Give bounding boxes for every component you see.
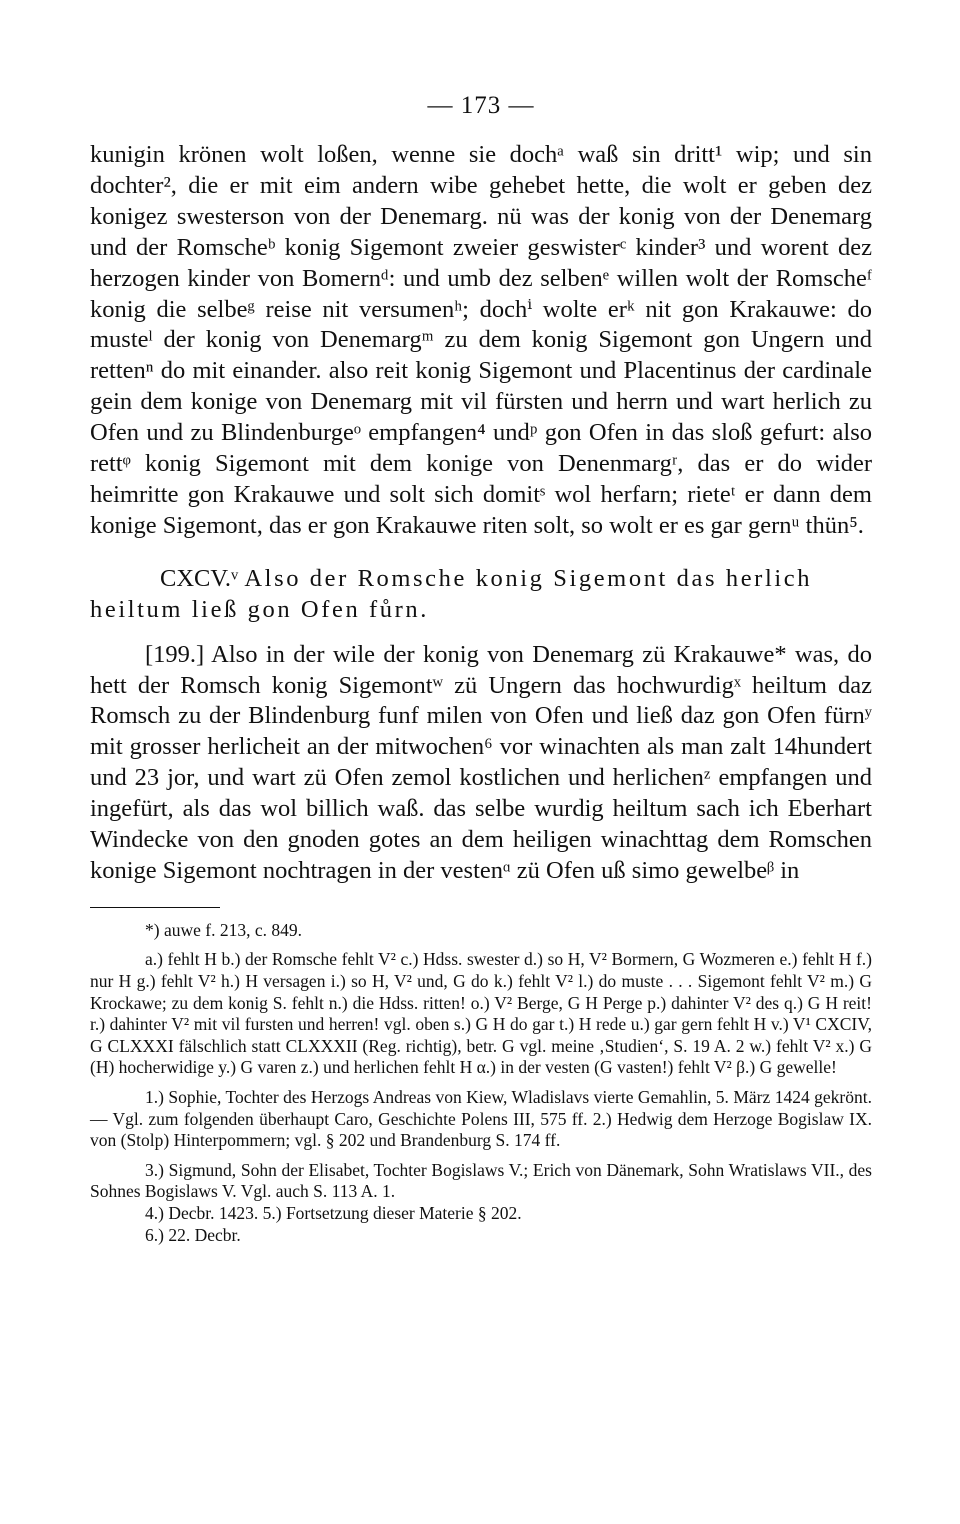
paragraph-continued: kunigin krönen wolt loßen, wenne sie dochᵃ waß sin dritt¹ wip; und sin dochter², die er mit eim andern wibe gehebet hette, die wolt er geben dez konigez swesterson von der Denemarg. nü was der konig von der Denemarg und der Romscheᵇ konig Sigemont zweier geswisterᶜ kinder³ und worent dez herzogen kinder von Bomernᵈ: und umb dez selbenᵉ willen wolt der Romscheᶠ konig die selbeᵍ reise nit versumenʰ; dochⁱ wolte erᵏ nit gon Krakauwe: do musteˡ der konig von Denemargᵐ zu dem konig Sigemont gon Ungern und rettenⁿ do mit einander. also reit konig Sigemont und Placentinus der cardinale gein dem konige von Denemarg mit vil fürsten und herrn und wart herlich zu Ofen und zu Blindenburgeᵒ empfangen⁴ undᵖ gon Ofen in das sloß gefurt: also rettᵠ konig Sigemont mit dem konige von Denenmargʳ, das er do wider heimritte gon Krakauwe und solt sich domitˢ wol herfarn; rieteᵗ er dann dem konige Sigemont, das er gon Krakauwe riten solt, so wolt er es gar gernᵘ thün⁵. <box>90 141 872 539</box>
paragraph-199: [199.] Also in der wile der konig von Denemarg zü Krakauwe* was, do hett der Romsch konig Sigemontʷ zü Ungern das hochwurdigˣ heiltum daz Romsch zu der Blindenburg funf milen von Ofen und ließ daz gon Ofen fürnʸ mit grosser herlicheit an der mitwochen⁶ vor winachten als man zalt 14hundert und 23 jor, und wart zü Ofen zemol kostlichen und herlichenᶻ empfangen und ingefürt, als das wol billich waß. das selbe wurdig heiltum sach ich Eberhart Windecke von den gnoden gotes an dem heiligen winachttag dem Romschen konige Sigemont nochtragen in der vestenᵅ zü Ofen uß simo gewelbeᵝ in <box>90 640 872 884</box>
chapter-number: CXCV.ᵛ <box>160 564 239 592</box>
variant-notes: a.) fehlt H b.) der Romsche fehlt V² c.) Hdss. swester d.) so H, V² Bormern, G Wozmeren e.) fehlt H f.) nur H g.) fehlt V² h.) H versagen i.) so H, V² und, G do k.) fehlt V² l.) do muste . . . Sigemont fehlt V² m.) G Krockawe; zu dem konig S. fehlt n.) die Hdss. ritten! o.) V² Berge, G H Perge p.) dahinter V² des q.) G H reit! r.) dahinter V² mit vil fursten und herren! vgl. oben s.) G H do gar t.) H rede u.) gar gern fehlt H v.) V¹ CXCIV, G CLXXXI fälschlich statt CLXXXII (Reg. richtig), betr. G vgl. meine ‚Studien‘, S. 19 A. 2 w.) fehlt V² x.) G (H) hocherwidige y.) G varen z.) und herlichen fehlt H α.) in der vesten (G vasten!) fehlt V² β.) G gewelle! <box>90 949 872 1078</box>
chapter-heading <box>90 564 872 626</box>
chapter-title: Also der Romsche konig Sigemont das herlich heiltum ließ gon Ofen fůrn. <box>90 564 813 623</box>
explanatory-note-4-5: 4.) Decbr. 1423. 5.) Fortsetzung dieser Materie § 202. <box>145 1202 522 1223</box>
main-text <box>90 140 872 887</box>
page-number: — 173 — <box>427 92 535 119</box>
footnotes <box>90 920 872 1246</box>
footnote-separator <box>90 907 220 908</box>
explanatory-note-3: 3.) Sigmund, Sohn der Elisabet, Tochter Bogislaws V.; Erich von Dänemark, Sohn Wratislaws VII., des Sohnes Bogislaws V. Vgl. auch S. 113 A. 1. <box>90 1159 872 1202</box>
footnote-star: *) auwe f. 213, c. 849. <box>145 919 302 940</box>
explanatory-note-6: 6.) 22. Decbr. <box>145 1224 241 1245</box>
book-page <box>90 92 872 1246</box>
explanatory-note-1-2: 1.) Sophie, Tochter des Herzogs Andreas von Kiew, Wladislavs vierte Gemahlin, 5. März 1424 gekrönt. — Vgl. zum folgenden überhaupt Caro, Geschichte Polens III, 575 ff. 2.) Hedwig dem Herzoge Bogislaw IX. von (Stolp) Hinterpommern; vgl. § 202 und Brandenburg S. 174 ff. <box>90 1087 872 1151</box>
